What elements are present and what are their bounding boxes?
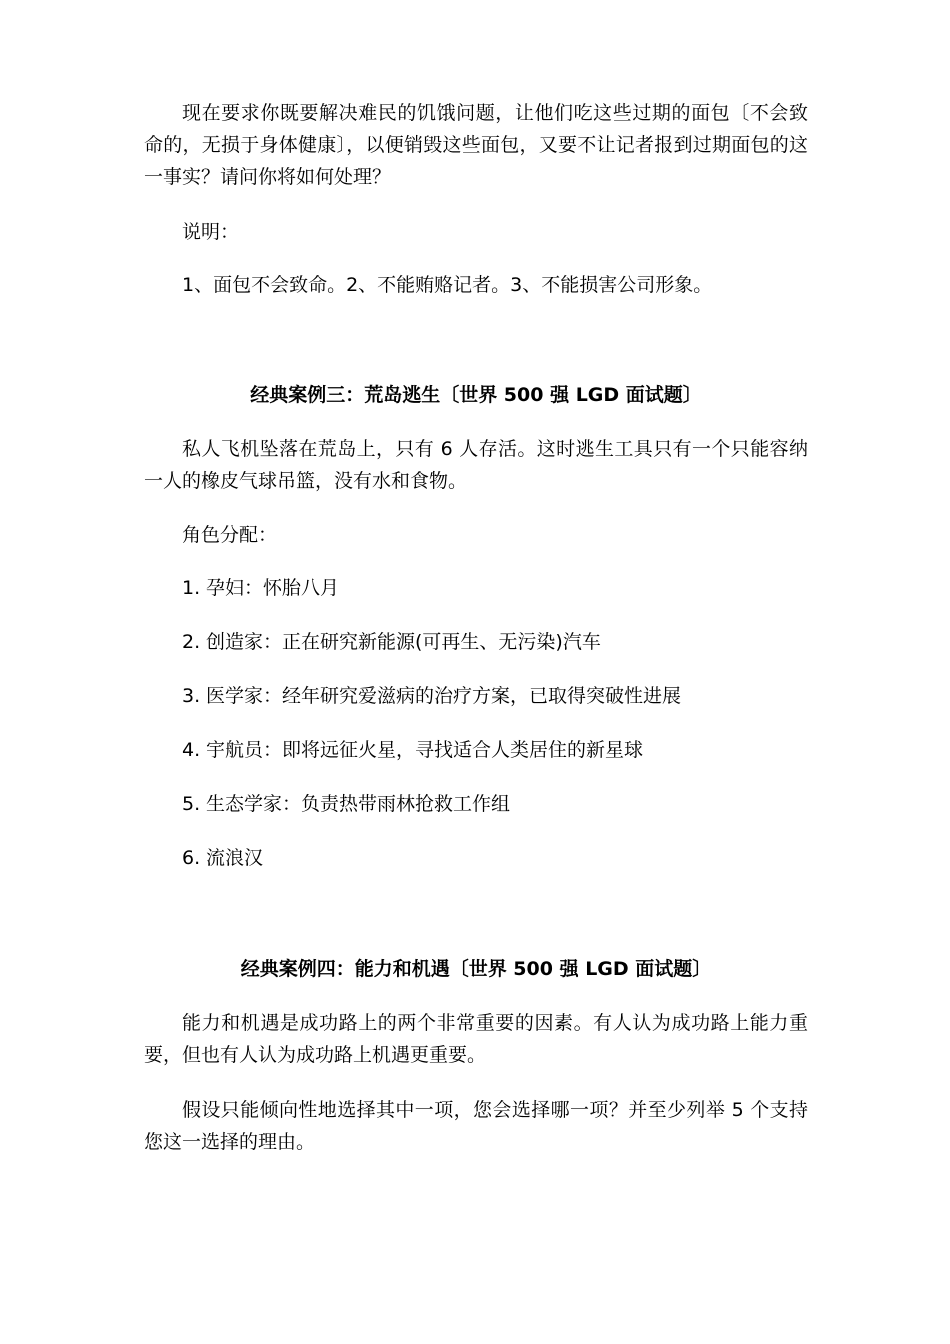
intro-question: 现在要求你既要解决难民的饥饿问题，让他们吃这些过期的面包〔不会致命的，无损于身体健康〕，以便销毁这些面包，又要不让记者报到过期面包的这一事实？请问你将如何处理？ — [144, 102, 808, 188]
case3-title: 经典案例三：荒岛逃生〔世界 500 强 LGD 面试题〕 — [250, 384, 702, 406]
role-text: 医学家：经年研究爱滋病的治疗方案，已取得突破性进展 — [206, 685, 682, 707]
role-number: 2. — [182, 631, 201, 653]
note-label: 说明： — [182, 221, 240, 243]
role-item — [182, 626, 802, 658]
role-number: 3. — [182, 685, 201, 707]
role-text: 流浪汉 — [206, 847, 264, 869]
role-text: 孕妇：怀胎八月 — [206, 577, 340, 599]
role-number: 6. — [182, 847, 201, 869]
roles-label: 角色分配： — [182, 524, 278, 546]
role-number: 1. — [182, 577, 201, 599]
role-text: 创造家：正在研究新能源(可再生、无污染)汽车 — [206, 631, 601, 653]
role-item — [182, 788, 802, 820]
case4-question: 假设只能倾向性地选择其中一项，您会选择哪一项？并至少列举 5 个支持您这一选择的理由。 — [144, 1099, 808, 1153]
role-item — [182, 734, 802, 766]
note-items: 1、面包不会致命。2、不能贿赂记者。3、不能损害公司形象。 — [182, 274, 713, 296]
case3-description: 私人飞机坠落在荒岛上，只有 6 人存活。这时逃生工具只有一个只能容纳一人的橡皮气球吊篮，没有水和食物。 — [144, 438, 808, 492]
role-number: 4. — [182, 739, 201, 761]
case4-title: 经典案例四：能力和机遇〔世界 500 强 LGD 面试题〕 — [240, 958, 712, 980]
case4-description: 能力和机遇是成功路上的两个非常重要的因素。有人认为成功路上能力重要，但也有人认为成功路上机遇更重要。 — [144, 1012, 808, 1066]
role-text: 宇航员：即将远征火星，寻找适合人类居住的新星球 — [206, 739, 644, 761]
role-item — [182, 680, 802, 712]
role-item — [182, 572, 802, 604]
role-number: 5. — [182, 793, 201, 815]
role-item — [182, 842, 802, 874]
role-text: 生态学家：负责热带雨林抢救工作组 — [206, 793, 511, 815]
